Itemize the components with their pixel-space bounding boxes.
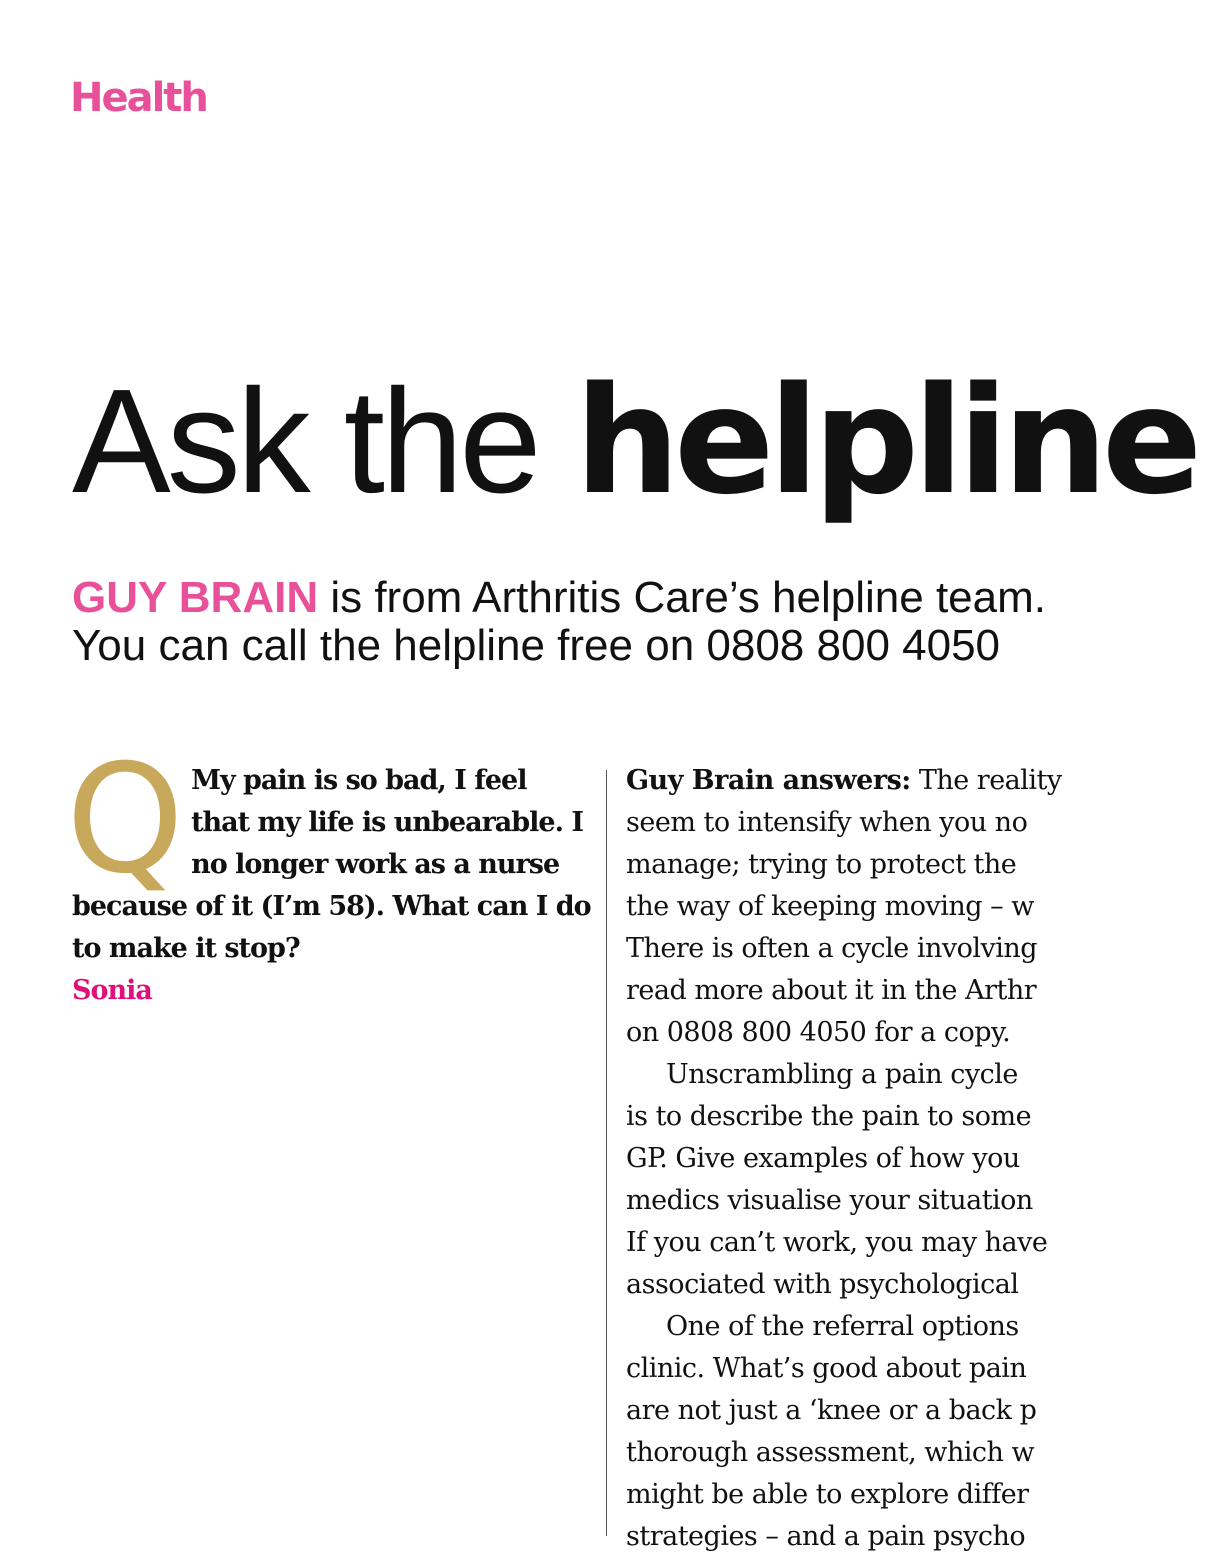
answer-line: thorough assessment, which w [626, 1437, 1035, 1468]
intro-line-2: You can call the helpline free on 0808 800 4050 [72, 621, 1001, 670]
intro-line-1-rest: is from Arthritis Care’s helpline team. [318, 573, 1046, 622]
answer-line: read more about it in the Arthr [626, 975, 1037, 1006]
answer-line: strategies – and a pain psycho [626, 1521, 1026, 1552]
answer-lead: Guy Brain answers: [626, 765, 911, 796]
answer-line: might be able to explore differ [626, 1479, 1029, 1510]
expert-name: GUY BRAIN [72, 573, 319, 622]
question-text: My pain is so bad, I feel that my life is unbearable. I no longer work as a nurse because of it (I’m 58). What can I do to make it stop? [72, 765, 591, 964]
page-headline [72, 355, 1197, 527]
answer-line: If you can’t work, you may have [626, 1227, 1048, 1258]
section-label: Health [70, 75, 207, 121]
question-block [66, 733, 592, 1012]
answer-line: on 0808 800 4050 for a copy. [626, 1017, 1011, 1048]
answer-line: are not just a ‘knee or a back p [626, 1395, 1037, 1426]
answer-line: GP. Give examples of how you [626, 1143, 1020, 1174]
intro-text [72, 574, 1046, 670]
answer-line: the way of keeping moving – w [626, 891, 1034, 922]
answer-line: manage; trying to protect the [626, 849, 1017, 880]
answer-line: medics visualise your situation [626, 1185, 1033, 1216]
answer-line: associated with psychological [626, 1269, 1019, 1300]
answer-line: Guy Brain answers: The reality [626, 765, 1062, 796]
headline-bold: helpline [574, 355, 1197, 527]
answer-line: One of the referral options [666, 1311, 1019, 1342]
answer-line: There is often a cycle involving [626, 933, 1038, 964]
answer-line: seem to intensify when you no [626, 807, 1028, 838]
column-divider [606, 770, 607, 1536]
headline-light: Ask the [72, 359, 575, 524]
answer-line: clinic. What’s good about pain [626, 1353, 1027, 1384]
question-author: Sonia [72, 975, 152, 1006]
answer-block [626, 760, 1226, 1558]
answer-line: Unscrambling a pain cycle [666, 1059, 1018, 1090]
answer-line: is to describe the pain to some [626, 1101, 1032, 1132]
intro-line-1 [72, 574, 1046, 622]
question-drop-letter: Q [66, 733, 184, 907]
